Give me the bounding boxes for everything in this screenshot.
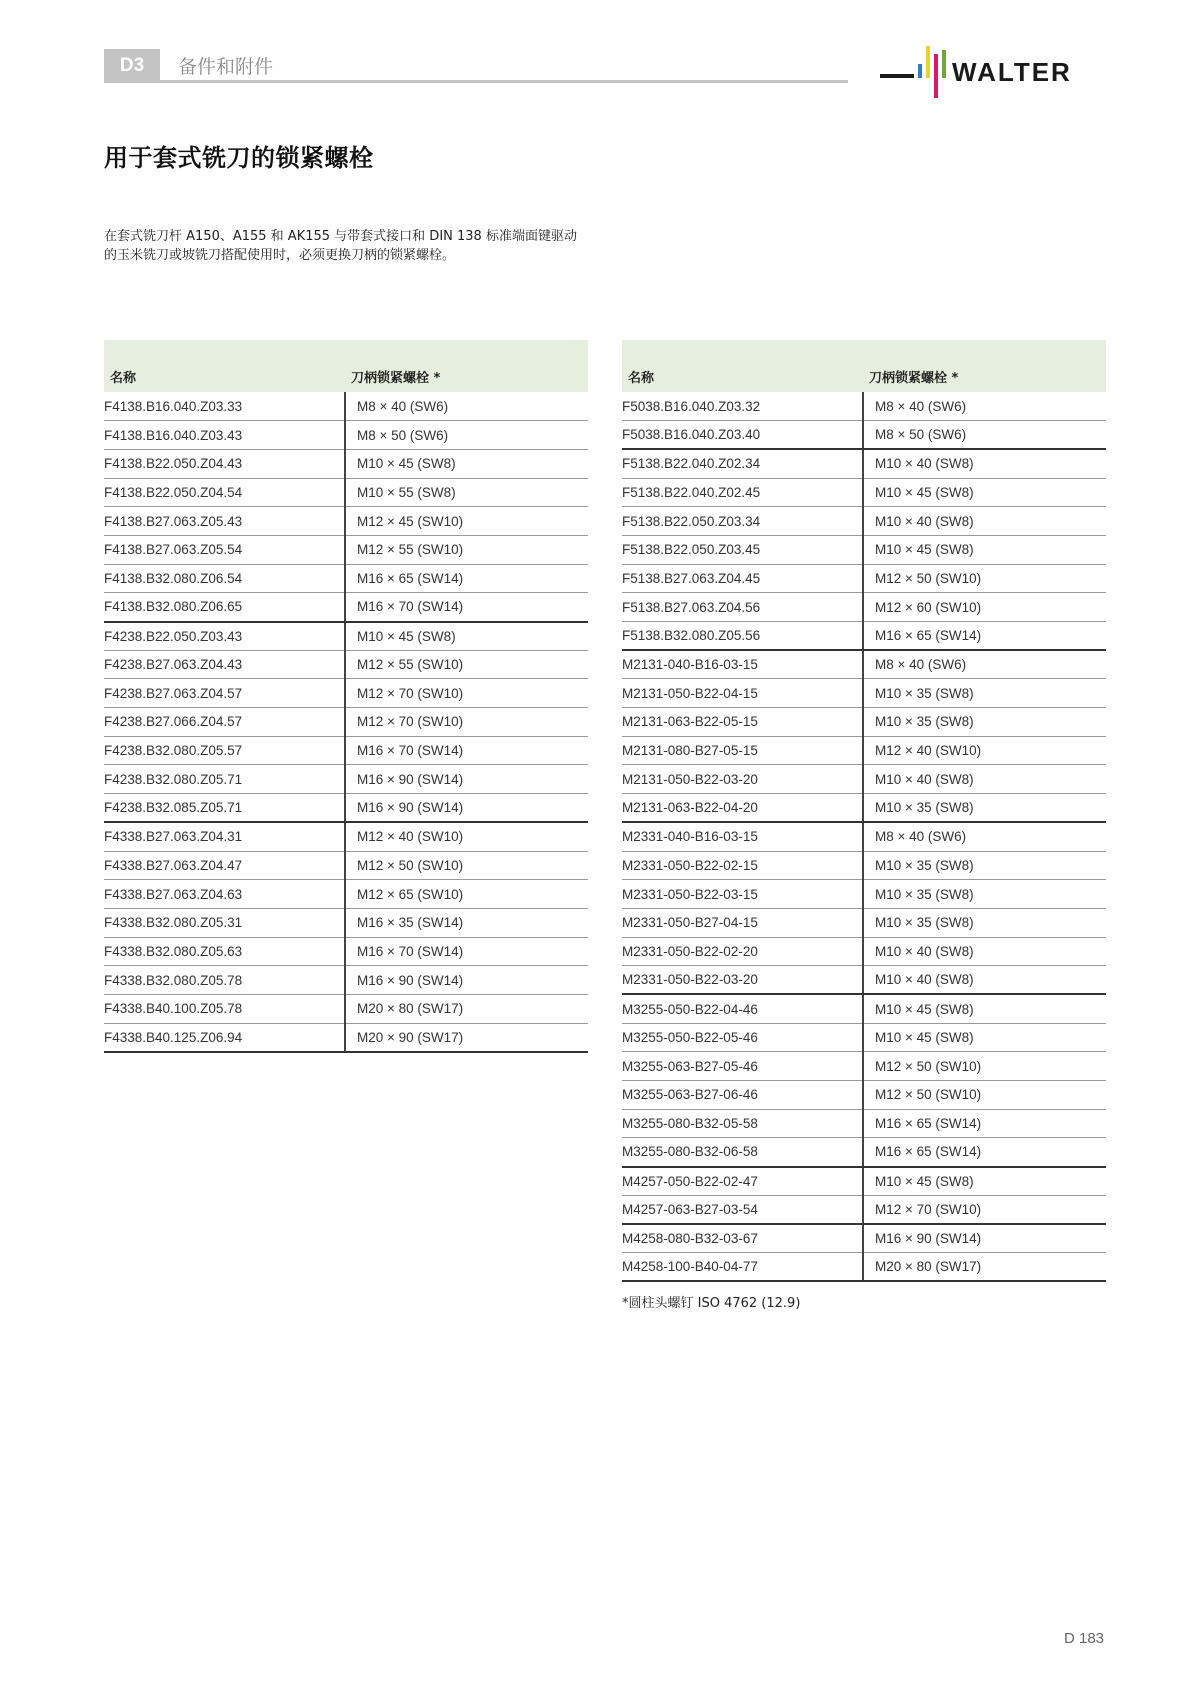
table-row bbox=[104, 593, 588, 622]
cell-name: F4138.B16.040.Z03.43 bbox=[104, 421, 345, 450]
cell-screw: M10 × 45 (SW8) bbox=[863, 1023, 1106, 1052]
cell-screw: M20 × 80 (SW17) bbox=[345, 994, 588, 1023]
cell-name: F4238.B27.063.Z04.57 bbox=[104, 679, 345, 708]
cell-name: F4338.B27.063.Z04.47 bbox=[104, 851, 345, 880]
cell-name: M3255-080-B32-06-58 bbox=[622, 1138, 863, 1167]
cell-name: F4138.B27.063.Z05.43 bbox=[104, 507, 345, 536]
table-row bbox=[622, 908, 1106, 937]
cell-name: F5038.B16.040.Z03.40 bbox=[622, 421, 863, 450]
table-row bbox=[622, 1109, 1106, 1138]
cell-screw: M10 × 35 (SW8) bbox=[863, 908, 1106, 937]
cell-name: M4258-080-B32-03-67 bbox=[622, 1224, 863, 1253]
cell-screw: M10 × 45 (SW8) bbox=[345, 622, 588, 651]
column-header-screw: 刀柄锁紧螺栓 * bbox=[863, 340, 1106, 392]
table-row bbox=[622, 822, 1106, 851]
cell-name: F5138.B22.040.Z02.34 bbox=[622, 449, 863, 478]
section-title: 备件和附件 bbox=[178, 56, 274, 78]
table-row bbox=[622, 1052, 1106, 1081]
clamping-screw-table-right bbox=[622, 340, 1106, 1282]
cell-screw: M8 × 50 (SW6) bbox=[863, 421, 1106, 450]
table-row bbox=[104, 478, 588, 507]
cell-name: M2331-050-B22-02-20 bbox=[622, 937, 863, 966]
table-row bbox=[104, 708, 588, 737]
table-row bbox=[104, 908, 588, 937]
table-row bbox=[622, 449, 1106, 478]
table-row bbox=[622, 994, 1106, 1023]
table-row bbox=[622, 650, 1106, 679]
cell-screw: M10 × 40 (SW8) bbox=[863, 966, 1106, 995]
header-divider bbox=[104, 80, 848, 83]
cell-name: F4138.B32.080.Z06.54 bbox=[104, 564, 345, 593]
cell-screw: M10 × 55 (SW8) bbox=[345, 478, 588, 507]
cell-name: M2331-050-B27-04-15 bbox=[622, 908, 863, 937]
cell-screw: M10 × 45 (SW8) bbox=[863, 535, 1106, 564]
cell-name: F5138.B22.050.Z03.34 bbox=[622, 507, 863, 536]
cell-name: M4258-100-B40-04-77 bbox=[622, 1253, 863, 1282]
table-row bbox=[104, 937, 588, 966]
table-row bbox=[622, 679, 1106, 708]
cell-name: F4338.B40.100.Z05.78 bbox=[104, 994, 345, 1023]
table-row bbox=[622, 421, 1106, 450]
cell-screw: M12 × 40 (SW10) bbox=[345, 822, 588, 851]
table-row bbox=[104, 765, 588, 794]
table-row bbox=[104, 650, 588, 679]
cell-screw: M12 × 40 (SW10) bbox=[863, 736, 1106, 765]
table-row bbox=[104, 392, 588, 421]
cell-name: F5138.B22.040.Z02.45 bbox=[622, 478, 863, 507]
cell-screw: M16 × 90 (SW14) bbox=[345, 794, 588, 823]
cell-name: F4238.B27.066.Z04.57 bbox=[104, 708, 345, 737]
cell-name: M2331-050-B22-03-20 bbox=[622, 966, 863, 995]
cell-screw: M12 × 50 (SW10) bbox=[863, 1052, 1106, 1081]
section-code-tab: D3 bbox=[104, 49, 160, 82]
column-header-screw: 刀柄锁紧螺栓 * bbox=[345, 340, 588, 392]
cell-name: M2131-050-B22-04-15 bbox=[622, 679, 863, 708]
cell-name: F4338.B27.063.Z04.63 bbox=[104, 880, 345, 909]
cell-name: F4338.B32.080.Z05.78 bbox=[104, 966, 345, 995]
cell-screw: M16 × 65 (SW14) bbox=[863, 622, 1106, 651]
cell-screw: M12 × 50 (SW10) bbox=[863, 1081, 1106, 1110]
cell-name: F4338.B27.063.Z04.31 bbox=[104, 822, 345, 851]
intro-line-1: 在套式铣刀杆 A150、A155 和 AK155 与带套式接口和 DIN 138 标准端面键驱动 bbox=[104, 229, 577, 244]
cell-name: M2331-040-B16-03-15 bbox=[622, 822, 863, 851]
table-row bbox=[104, 994, 588, 1023]
cell-screw: M10 × 40 (SW8) bbox=[863, 449, 1106, 478]
cell-screw: M10 × 40 (SW8) bbox=[863, 765, 1106, 794]
intro-paragraph bbox=[104, 227, 604, 265]
cell-name: M2331-050-B22-02-15 bbox=[622, 851, 863, 880]
cell-name: M4257-050-B22-02-47 bbox=[622, 1167, 863, 1196]
cell-screw: M16 × 65 (SW14) bbox=[863, 1138, 1106, 1167]
table-row bbox=[622, 622, 1106, 651]
cell-name: F4338.B32.080.Z05.31 bbox=[104, 908, 345, 937]
cell-screw: M12 × 55 (SW10) bbox=[345, 650, 588, 679]
cell-screw: M16 × 65 (SW14) bbox=[345, 564, 588, 593]
cell-name: F4138.B22.050.Z04.54 bbox=[104, 478, 345, 507]
table-row bbox=[622, 1138, 1106, 1167]
cell-screw: M10 × 35 (SW8) bbox=[863, 851, 1106, 880]
table-row bbox=[622, 392, 1106, 421]
table-row bbox=[104, 880, 588, 909]
cell-screw: M8 × 40 (SW6) bbox=[345, 392, 588, 421]
cell-screw: M12 × 70 (SW10) bbox=[345, 679, 588, 708]
table-row bbox=[104, 421, 588, 450]
cell-name: M2131-040-B16-03-15 bbox=[622, 650, 863, 679]
table-row bbox=[622, 478, 1106, 507]
cell-name: F5138.B32.080.Z05.56 bbox=[622, 622, 863, 651]
cell-screw: M12 × 50 (SW10) bbox=[863, 564, 1106, 593]
cell-screw: M12 × 65 (SW10) bbox=[345, 880, 588, 909]
cell-screw: M10 × 40 (SW8) bbox=[863, 937, 1106, 966]
table-row bbox=[622, 736, 1106, 765]
walter-logo-icon bbox=[876, 44, 1106, 104]
cell-screw: M10 × 35 (SW8) bbox=[863, 679, 1106, 708]
cell-screw: M10 × 45 (SW8) bbox=[863, 994, 1106, 1023]
cell-name: F4138.B22.050.Z04.43 bbox=[104, 449, 345, 478]
brand-name: WALTER bbox=[952, 57, 1072, 87]
cell-name: F4338.B32.080.Z05.63 bbox=[104, 937, 345, 966]
table-row bbox=[104, 535, 588, 564]
cell-screw: M10 × 35 (SW8) bbox=[863, 708, 1106, 737]
table-row bbox=[622, 851, 1106, 880]
cell-name: F5138.B22.050.Z03.45 bbox=[622, 535, 863, 564]
column-header-name: 名称 bbox=[622, 340, 863, 392]
cell-screw: M8 × 40 (SW6) bbox=[863, 650, 1106, 679]
cell-screw: M8 × 40 (SW6) bbox=[863, 392, 1106, 421]
table-row bbox=[104, 794, 588, 823]
cell-screw: M16 × 70 (SW14) bbox=[345, 937, 588, 966]
cell-name: F5138.B27.063.Z04.56 bbox=[622, 593, 863, 622]
cell-name: F4238.B32.080.Z05.57 bbox=[104, 736, 345, 765]
table-row bbox=[622, 535, 1106, 564]
table-row bbox=[104, 851, 588, 880]
cell-screw: M8 × 50 (SW6) bbox=[345, 421, 588, 450]
cell-screw: M12 × 45 (SW10) bbox=[345, 507, 588, 536]
cell-screw: M16 × 90 (SW14) bbox=[863, 1224, 1106, 1253]
table-row bbox=[622, 708, 1106, 737]
table-row bbox=[622, 1195, 1106, 1224]
column-header-name: 名称 bbox=[104, 340, 345, 392]
page-number: D 183 bbox=[1064, 1630, 1105, 1647]
table-row bbox=[622, 1224, 1106, 1253]
cell-name: F4338.B40.125.Z06.94 bbox=[104, 1023, 345, 1052]
cell-name: F4138.B16.040.Z03.33 bbox=[104, 392, 345, 421]
table-row bbox=[104, 622, 588, 651]
cell-name: F4238.B27.063.Z04.43 bbox=[104, 650, 345, 679]
table-row bbox=[622, 880, 1106, 909]
cell-name: F4238.B22.050.Z03.43 bbox=[104, 622, 345, 651]
cell-screw: M10 × 35 (SW8) bbox=[863, 880, 1106, 909]
cell-name: M2131-050-B22-03-20 bbox=[622, 765, 863, 794]
cell-screw: M10 × 35 (SW8) bbox=[863, 794, 1106, 823]
table-row bbox=[622, 966, 1106, 995]
cell-screw: M12 × 55 (SW10) bbox=[345, 535, 588, 564]
page-title: 用于套式铣刀的锁紧螺栓 bbox=[104, 144, 374, 172]
table-row bbox=[104, 822, 588, 851]
clamping-screw-table-left bbox=[104, 340, 588, 1053]
cell-name: M2131-063-B22-04-20 bbox=[622, 794, 863, 823]
cell-name: M2131-080-B27-05-15 bbox=[622, 736, 863, 765]
table-row bbox=[622, 1081, 1106, 1110]
table-row bbox=[622, 765, 1106, 794]
cell-name: M2131-063-B22-05-15 bbox=[622, 708, 863, 737]
cell-name: M3255-050-B22-04-46 bbox=[622, 994, 863, 1023]
footnote: *圆柱头螺钉 ISO 4762 (12.9) bbox=[622, 1296, 801, 1311]
cell-screw: M16 × 70 (SW14) bbox=[345, 593, 588, 622]
table-row bbox=[104, 1023, 588, 1052]
cell-name: F4238.B32.080.Z05.71 bbox=[104, 765, 345, 794]
cell-screw: M16 × 90 (SW14) bbox=[345, 765, 588, 794]
cell-screw: M12 × 70 (SW10) bbox=[863, 1195, 1106, 1224]
cell-screw: M10 × 45 (SW8) bbox=[863, 478, 1106, 507]
table-row bbox=[622, 937, 1106, 966]
cell-screw: M20 × 90 (SW17) bbox=[345, 1023, 588, 1052]
cell-screw: M16 × 70 (SW14) bbox=[345, 736, 588, 765]
cell-screw: M12 × 60 (SW10) bbox=[863, 593, 1106, 622]
cell-name: F5138.B27.063.Z04.45 bbox=[622, 564, 863, 593]
cell-name: M2331-050-B22-03-15 bbox=[622, 880, 863, 909]
cell-screw: M16 × 65 (SW14) bbox=[863, 1109, 1106, 1138]
cell-name: M3255-063-B27-05-46 bbox=[622, 1052, 863, 1081]
cell-screw: M10 × 45 (SW8) bbox=[863, 1167, 1106, 1196]
intro-line-2: 的玉米铣刀或坡铣刀搭配使用时，必须更换刀柄的锁紧螺栓。 bbox=[104, 248, 456, 263]
cell-name: F4138.B27.063.Z05.54 bbox=[104, 535, 345, 564]
cell-screw: M8 × 40 (SW6) bbox=[863, 822, 1106, 851]
table-row bbox=[622, 593, 1106, 622]
table-row bbox=[622, 507, 1106, 536]
table-row bbox=[104, 736, 588, 765]
cell-screw: M10 × 45 (SW8) bbox=[345, 449, 588, 478]
cell-name: F4238.B32.085.Z05.71 bbox=[104, 794, 345, 823]
table-row bbox=[622, 564, 1106, 593]
cell-name: M3255-050-B22-05-46 bbox=[622, 1023, 863, 1052]
table-row bbox=[104, 564, 588, 593]
cell-screw: M12 × 70 (SW10) bbox=[345, 708, 588, 737]
cell-name: F5038.B16.040.Z03.32 bbox=[622, 392, 863, 421]
table-row bbox=[622, 1253, 1106, 1282]
cell-screw: M16 × 90 (SW14) bbox=[345, 966, 588, 995]
cell-screw: M20 × 80 (SW17) bbox=[863, 1253, 1106, 1282]
cell-screw: M16 × 35 (SW14) bbox=[345, 908, 588, 937]
cell-name: F4138.B32.080.Z06.65 bbox=[104, 593, 345, 622]
table-row bbox=[622, 794, 1106, 823]
table-row bbox=[104, 966, 588, 995]
table-row bbox=[104, 449, 588, 478]
table-row bbox=[622, 1167, 1106, 1196]
table-row bbox=[104, 507, 588, 536]
cell-name: M3255-063-B27-06-46 bbox=[622, 1081, 863, 1110]
cell-screw: M10 × 40 (SW8) bbox=[863, 507, 1106, 536]
cell-screw: M12 × 50 (SW10) bbox=[345, 851, 588, 880]
table-row bbox=[104, 679, 588, 708]
cell-name: M3255-080-B32-05-58 bbox=[622, 1109, 863, 1138]
table-row bbox=[622, 1023, 1106, 1052]
cell-name: M4257-063-B27-03-54 bbox=[622, 1195, 863, 1224]
